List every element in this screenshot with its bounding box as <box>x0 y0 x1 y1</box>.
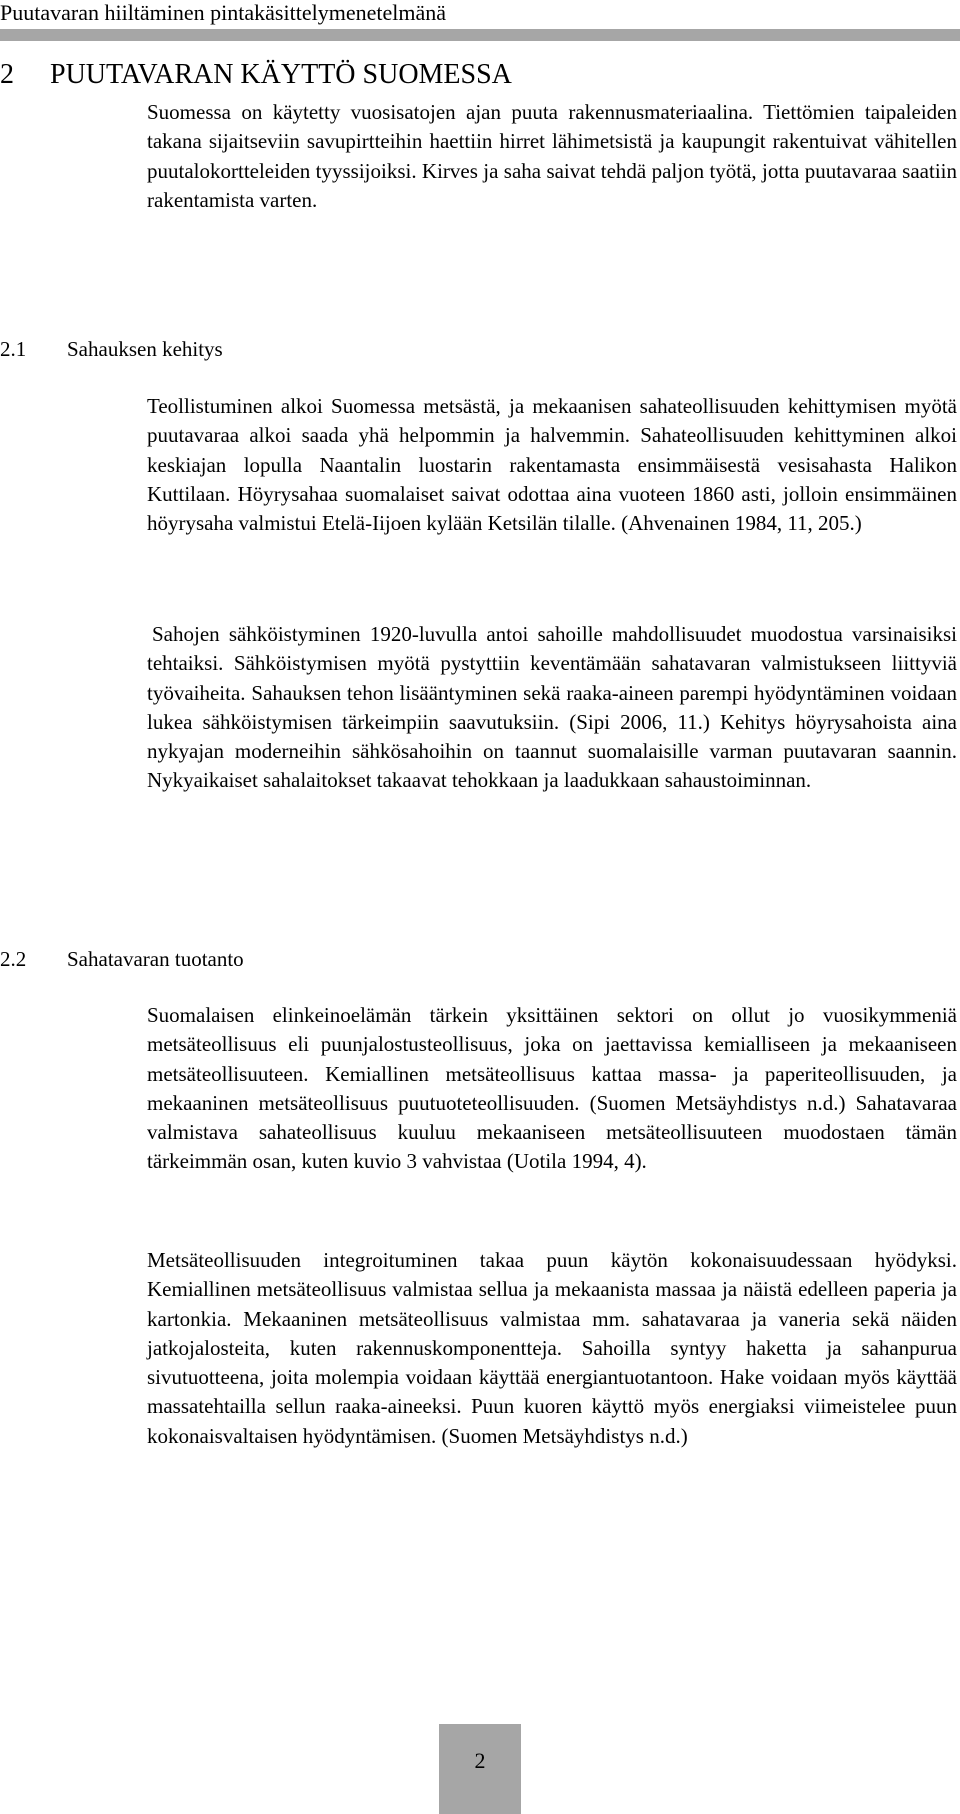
chapter-title: PUUTAVARAN KÄYTTÖ SUOMESSA <box>50 59 512 90</box>
section-heading-2-1 <box>0 336 223 362</box>
section-title: Sahatavaran tuotanto <box>67 947 244 971</box>
chapter-heading <box>0 58 512 92</box>
header-rule <box>0 29 960 41</box>
running-header-title: Puutavaran hiiltäminen pintakäsittelymenetelmänä <box>0 0 446 25</box>
paragraph-sahaus-1: Teollistuminen alkoi Suomessa metsästä, ja mekaanisen sahateollisuuden kehittymisen myötä puutavaraa alkoi saada yhä helpommin ja halvemmin. Sahateollisuuden kehittyminen alkoi keskiajan lopulla Naantalin luostarin rakentamasta ensimmäisestä vesisahasta Halikon Kuttilaan. Höyrysahaa suomalaiset saivat odottaa aina vuoteen 1860 asti, jolloin ensimmäinen höyrysaha valmistui Etelä-Iijoen kylään Ketsilän tilalle. (Ahvenainen 1984, 11, 205.) <box>147 394 957 536</box>
page-number-box <box>439 1724 521 1814</box>
intro-paragraph: Suomessa on käytetty vuosisatojen ajan puuta rakennusmateriaalina. Tiettömien taipaleiden takana sijaitseviin savupirtteihin haettiin hirret lähimetsistä ja kaupungit rakentuivat vähitellen puutalokortteleiden tyyssijoiksi. Kirves ja saha saivat tehdä paljon työtä, jotta puutavaraa saatiin rakentamista varten. <box>147 100 957 212</box>
paragraph-sahaus-2: Sahojen sähköistyminen 1920-luvulla antoi sahoille mahdollisuudet muodostua varsinaisiksi tehtaiksi. Sähköistymisen myötä pystyttiin keventämään sahatavaran valmistukseen liittyviä työvaiheita. Sahauksen tehon lisääntyminen sekä raaka-aineen parempi hyödyntäminen voidaan lukea sähköistymisen tärkeimpiin saavutuksiin. (Sipi 2006, 11.) Kehitys höyrysahoista aina nykyajan moderneihin sähkösahoihin on taannut suomalaisille varman puutavaran saannin. Nykyaikaiset sahalaitokset takaavat tehokkaan ja laadukkaan sahaustoiminnan. <box>147 622 957 793</box>
paragraph-tuotanto-1: Suomalaisen elinkeinoelämän tärkein yksittäinen sektori on ollut jo vuosikymmeniä metsäteollisuus eli puunjalostusteollisuus, joka on jaettavissa kemialliseen ja mekaaniseen metsäteollisuuteen. Kemiallinen metsäteollisuus kattaa massa- ja paperiteollisuuden, ja mekaaninen metsäteollisuus puutuoteteollisuuden. (Suomen Metsäyhdistys n.d.) Sahatavaraa valmistava sahateollisuus kuuluu mekaaniseen metsäteollisuuteen muodostaen tämän tärkeimmän osan, kuten kuvio 3 vahvistaa (Uotila 1994, 4). <box>147 1003 957 1174</box>
section-title: Sahauksen kehitys <box>67 337 223 361</box>
section-number: 2.1 <box>0 337 27 361</box>
section-heading-2-2 <box>0 946 244 972</box>
chapter-number: 2 <box>0 59 14 90</box>
paragraph-tuotanto-2: Metsäteollisuuden integroituminen takaa puun käytön kokonaisuudessaan hyödyksi. Kemiallinen metsäteollisuus valmistaa sellua ja mekaanista massaa ja näistä edelleen paperia ja kartonkia. Mekaaninen metsäteollisuus valmistaa mm. sahatavaraa ja vaneria sekä näiden jatkojalosteita, kuten rakennuskomponentteja. Sahoilla syntyy haketta ja sahanpurua sivutuotteena, joita molempia voidaan käyttää energiantuotantoon. Hake voidaan myös käyttää massatehtailla sellun raaka-aineeksi. Puun kuoren käyttö myös energiaksi viimeistelee puun kokonaisvaltaisen hyödyntämisen. (Suomen Metsäyhdistys n.d.) <box>147 1248 957 1448</box>
page-number: 2 <box>474 1748 486 1773</box>
section-number: 2.2 <box>0 947 27 971</box>
